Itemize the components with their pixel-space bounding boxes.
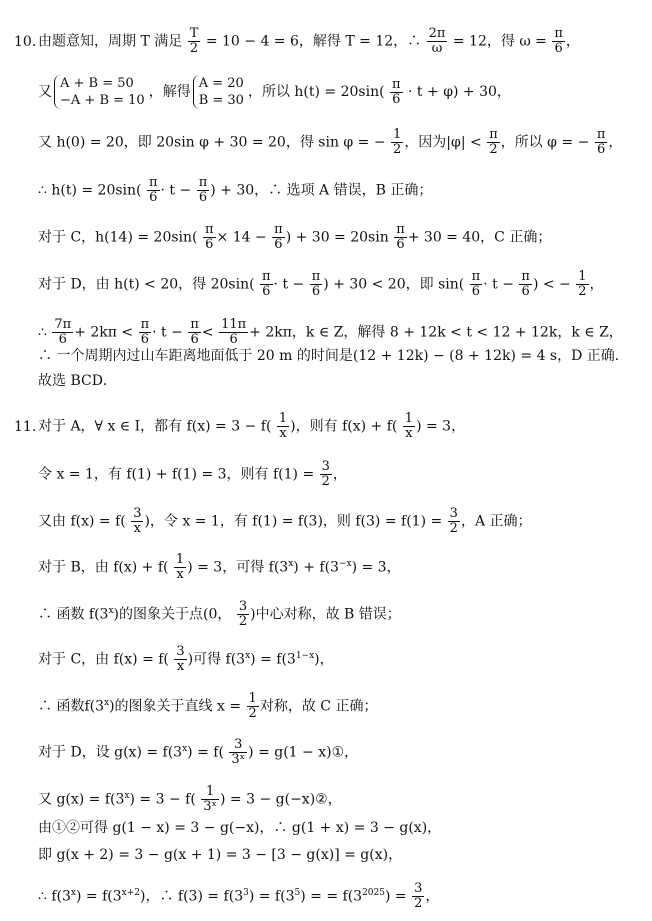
fraction: $\frac{T}{2}$ [189,26,199,56]
fraction: $\frac{\pi}{6}$ [311,269,321,299]
fraction: $\frac{\pi}{6}$ [140,317,150,347]
fraction: $\frac{\pi}{6}$ [262,269,271,299]
q10-line-1: 10. 由题意知，周期 T 满足 $\frac{T}{2}$ = 10 − 4 = 6，解得 T = 12，∴ $\frac{2\pi}{\omega}$ = 12，得 ω = $\frac{\pi}{6}$ ， [14,26,580,56]
fraction: $\frac{1}{2}$ [578,269,587,299]
fraction: $\frac{1}{2}$ [248,691,257,721]
fraction: $\frac{\pi}{6}$ [204,222,214,252]
fraction: $\frac{1}{x}$ [175,552,185,582]
fraction: $\frac{1}{2}$ [393,127,402,157]
fraction: $\frac{3}{2}$ [449,506,458,536]
q11-line-2: 令 x = 1，有 f(1) + f(1) = 3，则有 f(1) = $\frac{3}{2}$ ， [38,459,347,489]
q11-line-4: 对于 B，由 f(x) + f( $\frac{1}{x}$ ) = 3，可得 $f(3^x) + f(3^{-x}) = 3$， [38,552,401,582]
fraction: $\frac{3}{2}$ [414,881,423,911]
q11-line-1: 11. 对于 A，∀ x ∈ I，都有 f(x) = 3 − f( $\frac{1}{x}$ )，则有 f(x) + f( $\frac{1}{x}$ ) = 3， [14,411,466,441]
fraction: $\frac{\pi}{6}$ [190,317,199,347]
q10-line-7: ∴ $\frac{7\pi}{6}$ + 2kπ < $\frac{\pi}{6}$ · t − $\frac{\pi}{6}$ < $\frac{11\pi}{6}$ + 2kπ，k ∈ Z，解得 8 + 12k < t < 12 + 12k，k ∈ Z， [38,317,623,347]
fraction: $\frac{1}{x}$ [404,411,414,441]
fraction: $\frac{3}{\text{3ˣ}}$ [231,737,246,767]
fraction: $\frac{11\pi}{6}$ [221,317,247,347]
q10-line-2: 又 A + B = 50 −A + B = 10 ，解得 A = 20 B = 30 ，所以 h(t) = 20sin( $\frac{\pi}{6}$ · t + φ) + 30， [38,76,511,108]
q11-line-6: 对于 C，由 f(x) = f( $\frac{3}{x}$ )可得 $f(3^x) = f(3^{1-x})$， [38,644,334,674]
fraction: $\frac{\pi}{6}$ [554,26,563,56]
q11-line-10: 由①②可得 g(1 − x) = 3 − g(−x)，∴ g(1 + x) = 3 − g(x)， [38,820,442,836]
fraction: $\frac{7\pi}{6}$ [54,317,72,347]
q11-line-5: ∴ 函数 f(3$^x$)的图象关于点(0， $\frac{3}{2}$ )中心对称，故 B 错误； [38,599,401,629]
equation-system: A + B = 50 −A + B = 10 [54,75,147,109]
q11-line-12: ∴ $f(3^x) = f(3^{x+2})$，∴ $f(3) = f(3^3) = f(3^5)$ = = $f(3^{2025})$ = $\frac{3}{2}$ ， [38,881,440,911]
fraction: $\frac{\pi}{6}$ [148,175,158,205]
q11-line-8: 对于 D，设 $g(x) = f(3^x) = f$( $\frac{3}{\text{3ˣ}}$ ) = g(1 − x)①， [38,737,359,767]
q10-line-3: 又 h(0) = 20，即 20sin φ + 30 = 20，得 sin φ = − $\frac{1}{2}$ ，因为|φ| < $\frac{\pi}{2}$ ，所以 φ = − $\frac{\pi}{6}$ ， [38,127,623,157]
fraction: $\frac{3}{2}$ [238,599,248,629]
fraction: $\frac{3}{x}$ [176,644,185,674]
fraction: $\frac{3}{2}$ [321,459,330,489]
fraction: $\frac{\pi}{6}$ [392,76,401,107]
fraction: $\frac{\pi}{6}$ [198,175,208,205]
equation-system: A = 20 B = 30 [193,75,246,109]
fraction: $\frac{\pi}{6}$ [471,269,481,299]
q11-line-9: 又 $g(x) = f(3^x) = 3 - f$( $\frac{1}{\text{3ˣ}}$ ) = 3 − g(−x)②， [38,784,342,814]
q10-conclusion: 故选 BCD． [38,373,117,389]
fraction: $\frac{3}{x}$ [133,506,142,536]
q11-line-3: 又由 f(x) = f( $\frac{3}{x}$ )，令 x = 1，有 f(1) = f(3)，则 f(3) = f(1) = $\frac{3}{2}$ ，A 正确； [38,506,532,536]
fraction: $\frac{\pi}{2}$ [489,127,498,157]
fraction: $\frac{\pi}{6}$ [596,127,606,157]
q10-line-6: 对于 D，由 h(t) < 20，得 20sin( $\frac{\pi}{6}$ · t − $\frac{\pi}{6}$ ) + 30 < 20，即 sin( $\frac{\pi}{6}$ · t − $\frac{\pi}{6}$ ) < − $\frac{1}{2}$ ， [38,269,604,299]
q11-line-7: ∴ 函数f(3$^x$)的图象关于直线 x = $\frac{1}{2}$ 对称，故 C 正确； [38,691,378,721]
q10-line-5: 对于 C，h(14) = 20sin( $\frac{\pi}{6}$ × 14 − $\frac{\pi}{6}$ ) + 30 = 20sin $\frac{\pi}{6}$ + 30 = 40，C 正确； [38,222,552,252]
fraction: $\frac{1}{\text{3ˣ}}$ [203,784,218,814]
q11-line-11: 即 g(x + 2) = 3 − g(x + 1) = 3 − [3 − g(x)] = g(x)， [38,847,403,863]
fraction: $\frac{1}{x}$ [278,411,288,441]
fraction: $\frac{2\pi}{\omega}$ [428,26,446,56]
fraction: $\frac{\pi}{6}$ [521,269,530,299]
q10-line-4: ∴ h(t) = 20sin( $\frac{\pi}{6}$ · t − $\frac{\pi}{6}$ ) + 30，∴ 选项 A 错误，B 正确； [38,175,433,205]
fraction: $\frac{\pi}{6}$ [274,222,283,252]
fraction: $\frac{\pi}{6}$ [396,222,405,252]
q10-line-8: ∴ 一个周期内过山车距离地面低于 20 m 的时间是(12 + 12k) − (8 + 12k) = 4 s，D 正确． [38,348,629,364]
